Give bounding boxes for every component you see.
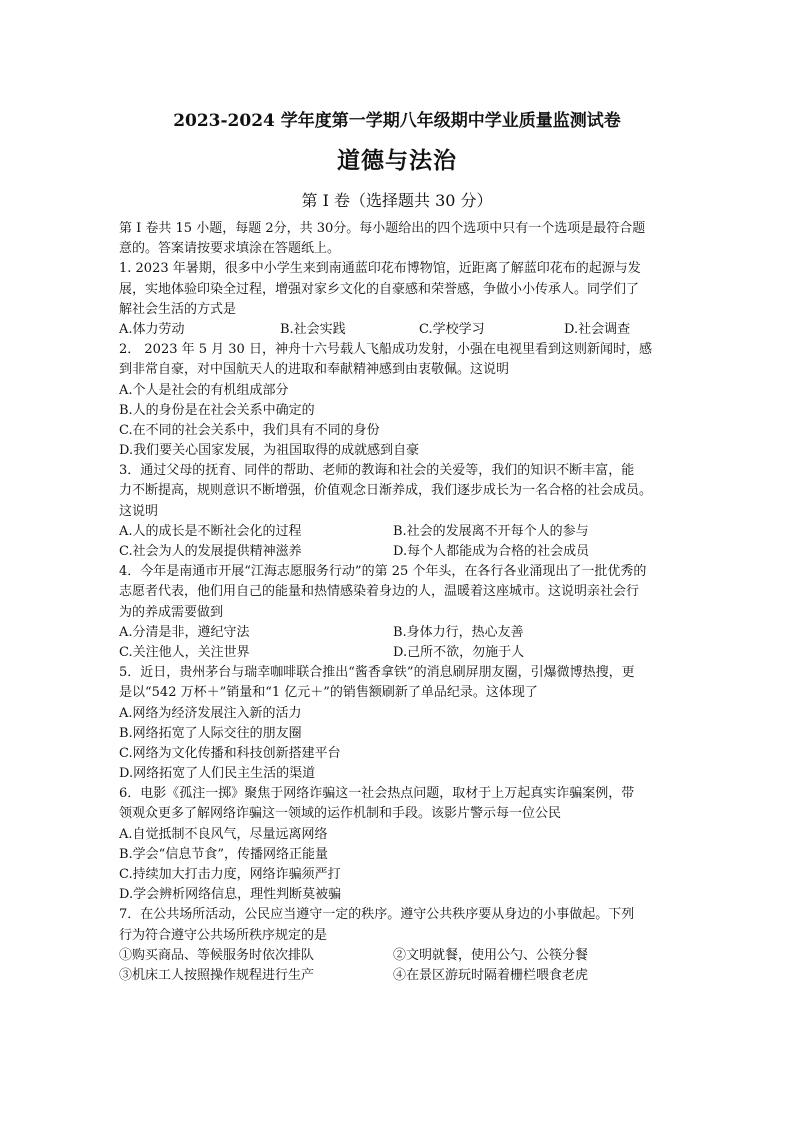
- subject-title: 道德与法治: [337, 147, 457, 174]
- question-stem-line: 志愿者代表，他们用自己的能量和热情感染着身边的人，温暖着这座城市。这说明亲社会行: [119, 584, 640, 600]
- question-stem-line: 领观众更多了解网络诈骗这一领域的运作机制和手段。该影片警示每一位公民: [119, 806, 562, 822]
- instruction-line: 第 I 卷共 15 小题，每题 2分，共 30分。每小题给出的四个选项中只有一个选项是最符合题: [119, 221, 646, 236]
- question-stem-line: 7．在公共场所活动，公民应当遵守一定的秩序。遵守公共秩序要从身边的小事做起。下列: [119, 907, 635, 923]
- question-6: [119, 784, 675, 905]
- option-b: B.人的身份是在社会关系中确定的: [119, 402, 315, 418]
- question-stem-line: 3．通过父母的抚育、同伴的帮助、老师的教诲和社会的关爱等，我们的知识不断丰富，能: [119, 463, 635, 479]
- option-b: B.身体力行，热心友善: [393, 624, 524, 640]
- question-5: [119, 663, 675, 784]
- question-7: [119, 905, 675, 986]
- instructions: [119, 219, 675, 259]
- options-row: [119, 966, 675, 986]
- question-stem-line: 4．今年是南通市开展“江海志愿服务行动”的第 25 个年头，在各行各业涌现出了一批优秀的: [119, 564, 647, 580]
- options-row: [119, 320, 675, 340]
- option-1: ①购买商品、等候服务时依次排队: [119, 947, 315, 963]
- option-d: D.己所不欲，勿施于人: [393, 644, 525, 660]
- option-b: B.网络拓宽了人际交往的朋友圈: [119, 725, 302, 741]
- question-stem-line: 是以“542 万杯＋”销量和“1 亿元＋”的销售额刷新了单品纪录。这体现了: [119, 685, 538, 701]
- options-row: [119, 946, 675, 966]
- question-stem-line: 展，实地体验印染全过程，增强对家乡文化的自豪感和荣誉感，争做小小传承人。同学们了: [119, 281, 640, 297]
- question-stem-line: 为的养成需要做到: [119, 604, 224, 620]
- option-d: D.社会调查: [564, 321, 631, 337]
- option-4: ④在景区游玩时隔着栅栏喂食老虎: [393, 967, 589, 983]
- question-stem-line: 解社会生活的方式是: [119, 301, 237, 317]
- question-2: [119, 340, 675, 461]
- question-4: [119, 562, 675, 663]
- option-a: A.网络为经济发展注入新的活力: [119, 705, 302, 721]
- question-stem-line: 行为符合遵守公共场所秩序规定的是: [119, 927, 328, 943]
- question-3: [119, 461, 675, 562]
- options-row: [119, 643, 675, 663]
- instruction-line: 意的。答案请按要求填涂在答题纸上。: [119, 241, 341, 257]
- option-3: ③机床工人按照操作规程进行生产: [119, 967, 315, 983]
- question-1: [119, 259, 675, 340]
- option-a: A.体力劳动: [119, 321, 185, 337]
- option-a: A.分清是非，遵纪守法: [119, 624, 250, 640]
- options-row: [119, 522, 675, 542]
- option-a: A.自觉抵制不良风气，尽量远离网络: [119, 826, 328, 842]
- option-b: B.学会“信息节食”，传播网络正能量: [119, 846, 328, 862]
- question-stem-line: 2． 2023 年 5 月 30 日，神舟十六号载人飞船成功发射，小强在电视里看到这则新闻时，感: [119, 342, 652, 358]
- option-d: D.网络拓宽了人们民主生活的渠道: [119, 766, 316, 782]
- question-stem-line: 力不断提高，规则意识不断增强，价值观念日渐养成，我们逐步成长为一名合格的社会成员。: [119, 483, 653, 499]
- option-a: A.个人是社会的有机组成部分: [119, 382, 289, 398]
- options-row: [119, 542, 675, 562]
- question-stem-line: 1. 2023 年暑期，很多中小学生来到南通蓝印花布博物馆，近距离了解蓝印花布的起源与发: [119, 261, 641, 277]
- question-stem-line: 到非常自豪，对中国航天人的进取和奉献精神感到由衷敬佩。这说明: [119, 362, 510, 378]
- option-2: ②文明就餐，使用公勺、公筷分餐: [393, 947, 589, 963]
- option-b: B.社会的发展离不开每个人的参与: [393, 523, 589, 539]
- option-d: D.我们要关心国家发展，为祖国取得的成就感到自豪: [119, 443, 420, 459]
- option-c: C.社会为人的发展提供精神滋养: [119, 544, 302, 559]
- section-title: 第 I 卷（选择题共 30 分）: [301, 191, 493, 210]
- question-stem-line: 5．近日，贵州茅台与瑞幸咖啡联合推出“酱香拿铁”的消息刷屏朋友圈，引爆微博热搜，更: [119, 665, 635, 681]
- option-d: D.学会辨析网络信息，理性判断莫被骗: [119, 887, 342, 903]
- exam-title: 2023-2024 学年度第一学期八年级期中学业质量监测试卷: [173, 111, 621, 131]
- option-c: C.在不同的社会关系中，我们具有不同的身份: [119, 422, 380, 438]
- option-c: C.持续加大打击力度，网络诈骗须严打: [119, 867, 341, 882]
- option-b: B.社会实践: [280, 321, 346, 337]
- question-stem-line: 这说明: [119, 503, 159, 519]
- options-row: [119, 623, 675, 643]
- option-c: C.网络为文化传播和科技创新搭建平台: [119, 745, 341, 761]
- question-stem-line: 6．电影《孤注一掷》聚焦于网络诈骗这一社会热点问题，取材于上万起真实诈骗案例，带: [119, 786, 635, 802]
- option-c: C.学校学习: [419, 321, 485, 337]
- option-d: D.每个人都能成为合格的社会成员: [393, 544, 590, 559]
- exam-content: [119, 219, 675, 986]
- option-c: C.关注他人，关注世界: [119, 644, 250, 660]
- option-a: A.人的成长是不断社会化的过程: [119, 523, 302, 539]
